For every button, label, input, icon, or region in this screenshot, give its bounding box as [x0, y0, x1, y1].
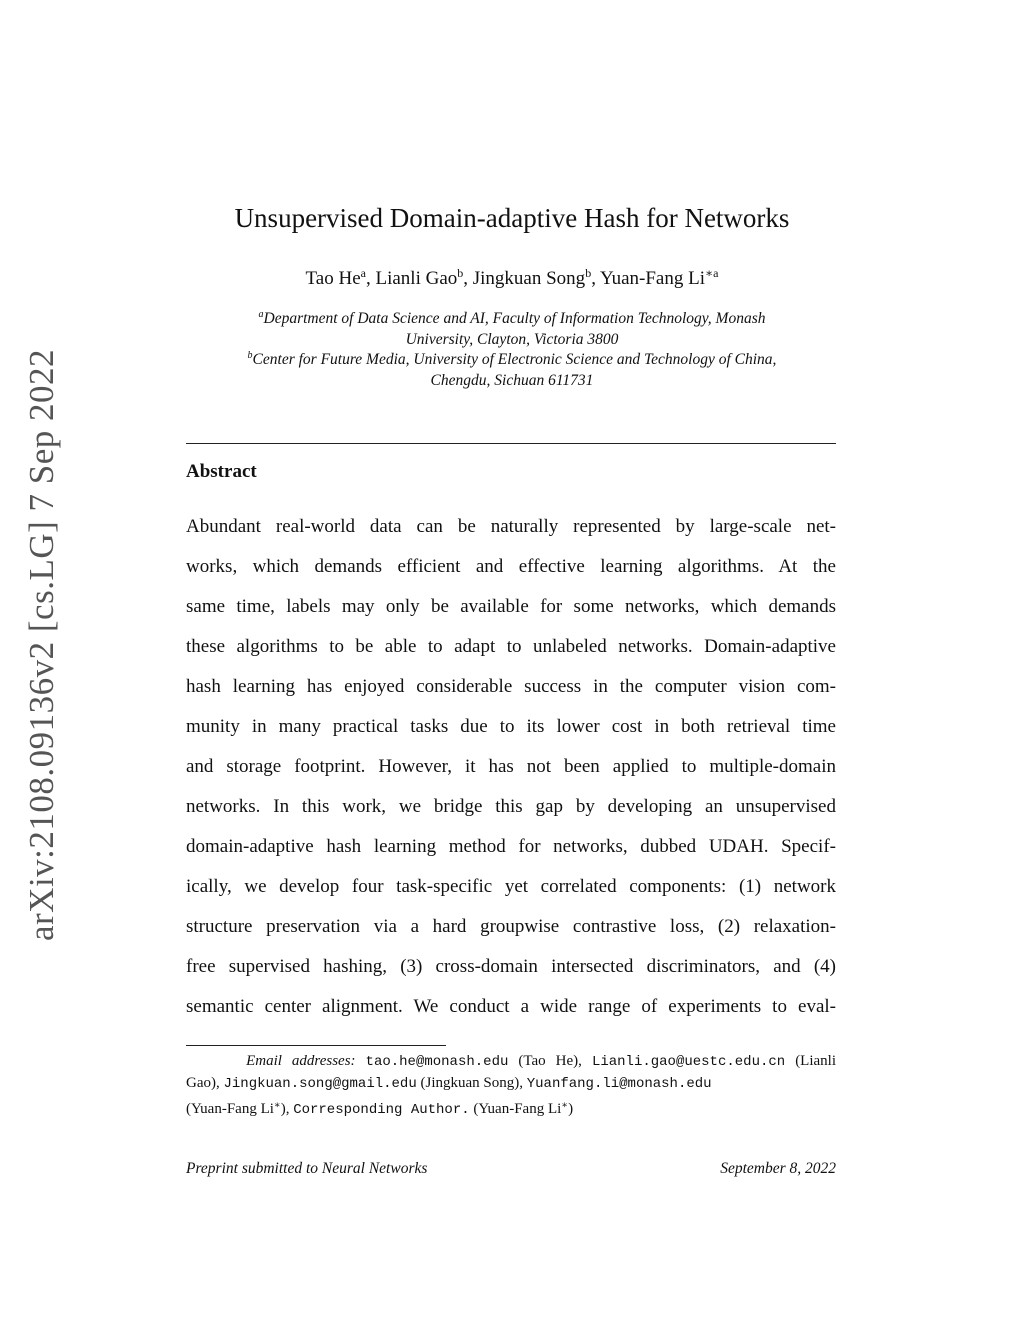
arxiv-identifier: arXiv:2108.09136v2 [cs.LG] 7 Sep 2022 [22, 348, 61, 942]
affiliation-b [200, 346, 824, 391]
author-name: Lianli Gao [375, 268, 458, 289]
author-name: Tao He [305, 268, 361, 289]
email-link[interactable]: tao.he@monash.edu [365, 1054, 509, 1070]
author-name: Yuan-Fang Li [599, 268, 705, 289]
abstract-body [186, 507, 836, 1027]
email-owner: (Yuan-Fang Li [186, 1101, 274, 1117]
abstract-line: hash learning has enjoyed considerable success in the computer vision com- [186, 676, 836, 697]
email-link[interactable]: Lianli.gao@uestc.edu.cn [591, 1054, 786, 1070]
corresponding-star: ∗ [561, 1100, 569, 1111]
author-affiliation-mark: a [360, 266, 366, 280]
corresponding-star: ∗ [273, 1100, 281, 1111]
corresponding-author-label: Corresponding Author. [293, 1102, 470, 1118]
affiliation-line: Department of Data Science and AI, Faculty of Information Technology, Monash [263, 310, 766, 327]
email-owner-close: ) [568, 1101, 574, 1117]
preprint-venue: Preprint submitted to Neural Networks [186, 1160, 428, 1177]
email-link[interactable]: Jingkuan.song@gmail.edu [223, 1076, 417, 1092]
abstract-top-rule [186, 443, 836, 444]
paper-title: Unsupervised Domain-adaptive Hash for Networks [234, 203, 790, 233]
author-name: Jingkuan Song [472, 268, 586, 289]
footnote-rule [186, 1045, 446, 1046]
abstract-line: Abundant real-world data can be naturally represented by large-scale net- [186, 516, 836, 537]
email-owner: (Tao He), [518, 1053, 582, 1069]
email-link[interactable]: Yuanfang.li@monash.edu [526, 1076, 712, 1092]
affiliation-line: Chengdu, Sichuan 611731 [430, 371, 594, 389]
preprint-date: September 8, 2022 [720, 1160, 836, 1177]
footnote-line [186, 1073, 836, 1095]
preprint-footer [186, 1160, 836, 1178]
abstract-line: networks. In this work, we bridge this gap by developing an unsupervised [186, 796, 836, 817]
email-owner: (Jingkuan Song), [420, 1075, 523, 1091]
affiliation-a [200, 305, 824, 350]
abstract-line: free supervised hashing, (3) cross-domain intersected discriminators, and (4) [186, 956, 836, 977]
affiliation-line: University, Clayton, Victoria 3800 [405, 330, 619, 348]
email-owner: (Lianli [795, 1053, 837, 1069]
email-owner-close: ), [280, 1101, 290, 1117]
email-owner: Gao), [186, 1075, 220, 1091]
affiliation-mark: a [258, 309, 264, 320]
abstract-line: same time, labels may only be available for some networks, which demands [186, 596, 836, 617]
abstract-line: semantic center alignment. We conduct a wide range of experiments to eval- [186, 996, 836, 1017]
footnote-label: Email addresses: [246, 1053, 356, 1069]
abstract-heading: Abstract [186, 461, 257, 482]
email-owner: (Yuan-Fang Li [473, 1101, 562, 1117]
email-footnote [186, 1051, 836, 1121]
author-affiliation-mark: b [457, 266, 464, 280]
abstract-line: structure preservation via a hard groupwise contrastive loss, (2) relaxation- [186, 916, 836, 937]
footnote-line [186, 1051, 836, 1073]
abstract-line: ically, we develop four task-specific yet correlated components: (1) network [186, 876, 836, 897]
footnote-line [186, 1095, 836, 1121]
author-affiliation-mark: ∗a [705, 266, 719, 280]
abstract-line: works, which demands efficient and effective learning algorithms. At the [186, 556, 836, 577]
abstract-line: munity in many practical tasks due to its lower cost in both retrieval time [186, 716, 836, 737]
abstract-line: domain-adaptive hash learning method for networks, dubbed UDAH. Specif- [186, 836, 836, 857]
affiliation-line: Center for Future Media, University of Electronic Science and Technology of China, [252, 351, 777, 368]
author-list: Tao He$^a$, Lianli Gao$^b$, Jingkuan Song$^b$, Yuan-Fang $Li^{∗a}$ [305, 266, 719, 289]
author-affiliation-mark: b [585, 266, 592, 280]
affiliation-mark: b [247, 350, 253, 361]
abstract-line: these algorithms to be able to adapt to unlabeled networks. Domain-adaptive [186, 636, 836, 657]
abstract-line: and storage footprint. However, it has not been applied to multiple-domain [186, 756, 836, 777]
